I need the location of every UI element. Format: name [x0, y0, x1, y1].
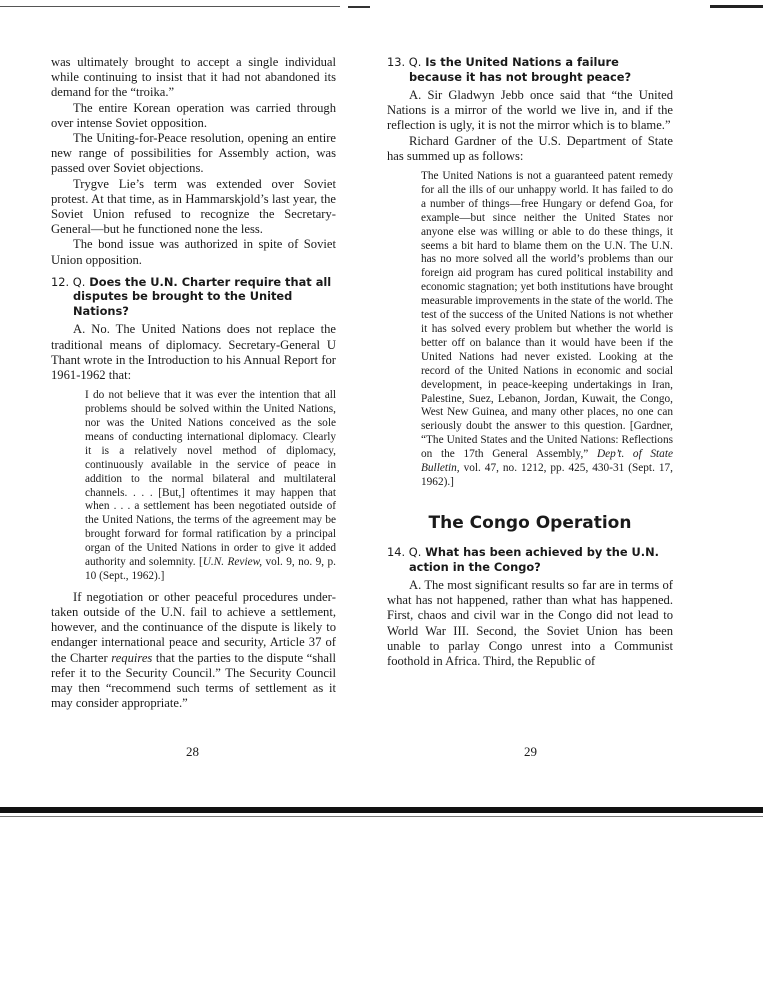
paragraph: was ultimately brought to accept a single individual while continuing to insist that it had not abandoned its demand for the “troika.”: [51, 55, 336, 100]
quote-cite-pre: [: [195, 556, 203, 569]
quote-text: I do not believe that it was ever the intention that all problems should be solved within the United Nations, nor was the United Nations conceived as the sole means of conducting international diplomacy. Clearly it is a relatively novel method of diplomacy, continuously available in the service of peace in addition to the normal bilateral and multilateral channels. . . . [But,] oftentimes it may happen that when . . . a settlement has been negotiated outside of the United Nations, the terms of the agreement may be brought forward for formal ratification by a principal organ of the United Nations in order to give it added authority and solemnity.: [85, 389, 336, 569]
block-quote-thant: [85, 389, 336, 584]
page-number-right: 29: [524, 744, 537, 759]
quote-cite-post: vol. 9, no. 9, p. 10 (Sept., 1962).]: [85, 556, 336, 582]
left-column: [51, 55, 336, 711]
question-number: 13. Q.: [387, 55, 422, 69]
top-rule-right: [710, 5, 763, 8]
paragraph: [51, 590, 336, 712]
section-heading: The Congo Operation: [428, 512, 632, 533]
answer-12: A. No. The United Nations does not replace the traditional means of diplomacy. Secretary-General U Thant wrote in the Introduction to his Annual Report for 1961-1962 that:: [51, 322, 336, 382]
paragraph: Richard Gardner of the U.S. Department of State has summed up as follows:: [387, 133, 673, 163]
text: that the parties to the dispute “shall refer it to the Security Council.” The Security Council may then “recommend such terms of settlement as it may consider appropriate.”: [51, 650, 336, 711]
answer-14: A. The most significant results so far are in terms of what has not happened, rather than what has happened. First, chaos and civil war in the Congo did not lead to World War III. Second, the Soviet Union has been unable to parlay Congo unrest into a Communist foothold in Africa. Third, the Republic of: [387, 578, 673, 669]
question-14: [387, 545, 673, 574]
paragraph: The entire Korean operation was carried through over intense Soviet opposition.: [51, 100, 336, 130]
right-column: [387, 55, 673, 669]
question-text: What has been achieved by the U.N. action in the Congo?: [409, 545, 659, 574]
paragraph: The bond issue was authorized in spite of Soviet Union opposition.: [51, 237, 336, 267]
block-quote-gardner: [421, 170, 673, 490]
top-rule-left: [0, 6, 340, 7]
quote-text: The United Nations is not a guaranteed patent remedy for all the ills of our unhappy world. It has failed to do a number of things—free Hungary or defend Goa, for example—but since neither the United States nor anyone else was willing or able to do these things, it seems a bit hard to blame them on the U.N. The U.N. has no more solved all the world’s problems than our foreign aid program has cured political instability and economic stagnation; yet both institutions have brought measurable improvements in the state of the world. The test of the success of the United Nations is not whether it has solved every problem but whether the world is better off on balance than it would have been if the United Nations had never existed. Looking at the record of the United Nations in economic and social development, in peace-keeping undertakings in Iran, Palestine, Suez, Lebanon, Jordan, Kuwait, the Congo, West New Guinea, and many other places, no one can seriously doubt the answer to this question. [Gardner, “The United States and the United Nations: Reflections on the 17th General Assembly,”: [421, 170, 673, 461]
question-number: 12. Q.: [51, 274, 86, 289]
bottom-rule: [0, 807, 763, 813]
quote-cite-post: vol. 47, no. 1212, pp. 425, 430-31 (Sept. 17, 1962).]: [421, 462, 673, 488]
emphasis: requires: [111, 650, 153, 665]
page-number-left: 28: [186, 744, 199, 759]
question-text: Does the U.N. Charter require that all disputes be brought to the United Nations?: [73, 274, 332, 318]
paragraph: The Uniting-for-Peace resolution, opening an entire new range of possibilities for Assembly action, was passed over Soviet objections.: [51, 131, 336, 176]
question-13: [387, 55, 673, 84]
text: If negotiation or other peaceful procedures undertaken outside of the U.N. fail to achieve a settlement, however, and the continuance of the dispute is likely to endanger international peace and security, Article 37 of the Charter: [51, 589, 336, 665]
bottom-rule-thin: [0, 816, 763, 817]
quote-cite-source: U.N. Review,: [202, 556, 263, 569]
quote-cite-source: Dep’t. of State Bulletin,: [421, 448, 673, 475]
answer-13: A. Sir Gladwyn Jebb once said that “the United Nations is a mirror of the world we live in, and if the reflection is ugly, it is not the mirror which is to blame.”: [387, 88, 673, 133]
question-12: [51, 275, 336, 319]
question-text: Is the United Nations a failure because it has not brought peace?: [409, 55, 632, 84]
question-number: 14. Q.: [387, 545, 422, 560]
paragraph: Trygve Lie’s term was extended over Soviet protest. At that time, as in Hammarskjold’s last year, the Soviet Union refused to recognize the Secretary-General—but he functioned none the less.: [51, 176, 336, 237]
top-rule-mark: [348, 6, 370, 8]
